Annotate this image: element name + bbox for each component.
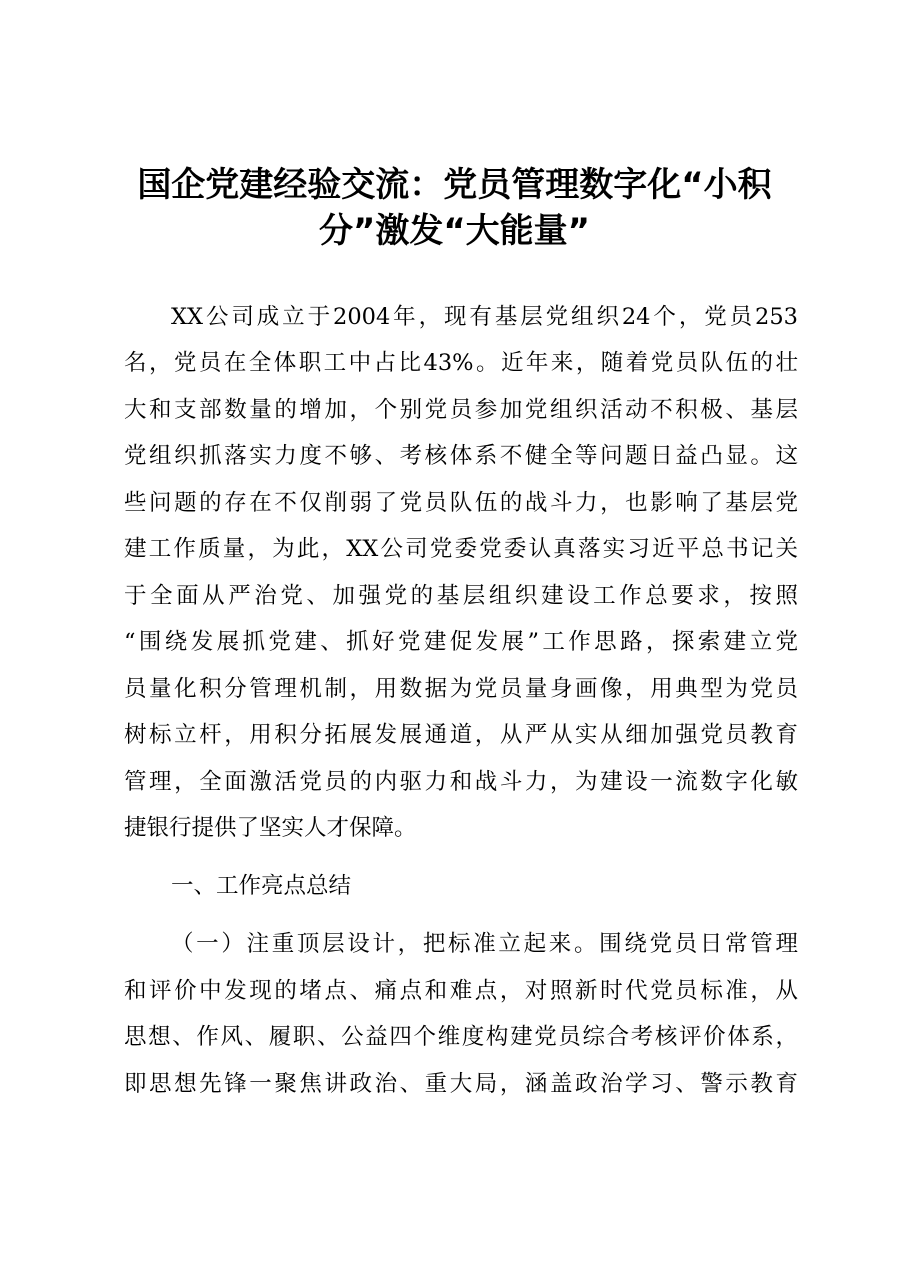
paragraph-line: “围绕发展抓党建、抓好党建促发展”工作思路，探索建立党 — [124, 629, 798, 655]
paragraph-line: 建工作质量，为此，XX公司党委党委认真落实习近平总书记关 — [124, 536, 798, 562]
paragraph-line: 即思想先锋一聚焦讲政治、重大局，涵盖政治学习、警示教育 — [124, 1071, 798, 1097]
paragraph-line-last: 捷银行提供了坚实人才保障。 — [124, 815, 417, 841]
paragraph-line: 员量化积分管理机制，用数据为党员量身画像，用典型为党员 — [124, 676, 798, 702]
paragraph-line: 于全面从严治党、加强党的基层组织建设工作总要求，按照 — [124, 583, 798, 609]
paragraph-line: 大和支部数量的增加，个别党员参加党组织活动不积极、基层 — [124, 397, 798, 423]
paragraph-line: 党组织抓落实力度不够、考核体系不健全等问题日益凸显。这 — [124, 443, 798, 469]
paragraph-line: 和评价中发现的堵点、痛点和难点，对照新时代党员标准，从 — [124, 978, 798, 1004]
paragraph-line: 些问题的存在不仅削弱了党员队伍的战斗力，也影响了基层党 — [124, 490, 798, 516]
paragraph-line: （一）注重顶层设计，把标准立起来。围绕党员日常管理 — [171, 931, 798, 957]
paragraph-line: XX公司成立于2004年，现有基层党组织24个，党员253 — [171, 304, 798, 330]
document-title-line-2: 分”激发“大能量” — [318, 211, 591, 251]
section-heading: 一、工作亮点总结 — [171, 873, 352, 899]
document-title-line-1: 国企党建经验交流：党员管理数字化“小积 — [137, 165, 772, 205]
paragraph-line: 名，党员在全体职工中占比43%。近年来，随着党员队伍的壮 — [124, 350, 798, 376]
paragraph-line: 树标立杆，用积分拓展发展通道，从严从实从细加强党员教育 — [124, 722, 798, 748]
paragraph-line: 管理，全面激活党员的内驱力和战斗力，为建设一流数字化敏 — [124, 769, 798, 795]
paragraph-line: 思想、作风、履职、公益四个维度构建党员综合考核评价体系， — [124, 1024, 798, 1050]
